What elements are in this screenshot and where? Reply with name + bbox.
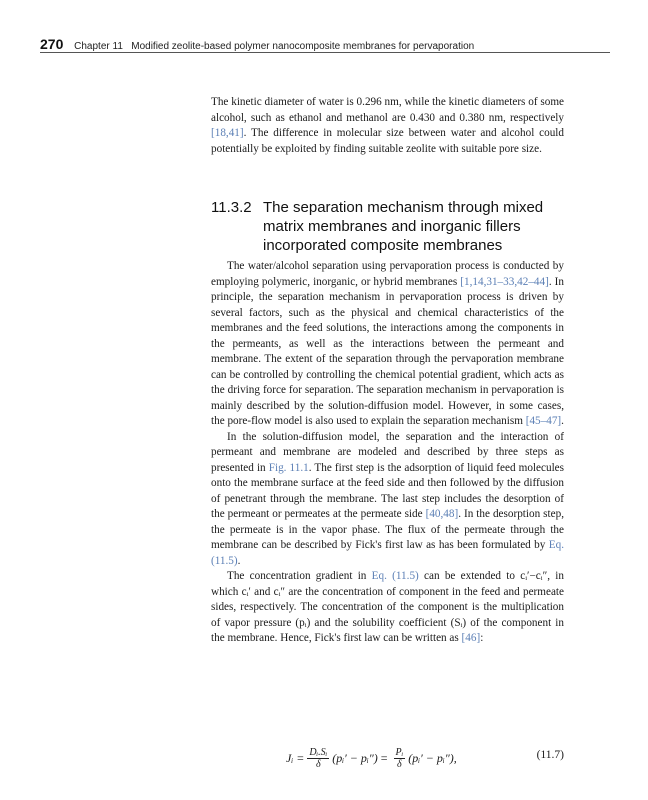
equation-body <box>286 738 457 778</box>
p3-text-1: The concentration gradient in <box>227 570 372 582</box>
eq-frac1-numerator: Dᵢ.Sᵢ <box>309 746 328 758</box>
figure-link[interactable]: Fig. 11.1 <box>268 461 309 474</box>
eq-term-2: (pᵢ′ − pᵢ″), <box>408 750 457 765</box>
eq-term-1: (pᵢ′ − pᵢ″) <box>332 750 378 765</box>
chapter-title: Modified zeolite-based polymer nanocomposite membranes for pervaporation <box>131 41 475 52</box>
running-head <box>40 36 610 52</box>
eq-lhs: Jᵢ = <box>286 750 305 765</box>
equation-link[interactable]: Eq. (11.5) <box>371 570 419 582</box>
intro-text-2: . The difference in molecular size between water and alcohol could potentially be exploited by finding suitable zeolite with suitable pore size. <box>211 127 564 155</box>
intro-text-1: The kinetic diameter of water is 0.296 nm, while the kinetic diameters of some alcohol, such as ethanol and methanol are 0.430 and 0.380 nm, respectively <box>211 96 564 124</box>
section-title: The separation mechanism through mixed matrix membranes and inorganic fillers incorporated composite membranes <box>263 199 544 254</box>
p3-text-3: : <box>480 632 484 644</box>
p1-text-1: The water/alcohol separation using pervaporation process is conducted by employing polymeric, inorganic, or hybrid membranes <box>211 260 564 288</box>
eq-equals: = <box>380 750 388 765</box>
body-paragraph-1 <box>211 259 564 430</box>
equation-number: (11.7) <box>536 749 564 761</box>
header-rule <box>40 52 610 53</box>
equation-11-7 <box>211 738 564 778</box>
eq-frac1-denominator: δ <box>315 758 321 770</box>
section-number: 11.3.2 <box>211 199 252 216</box>
citation-link[interactable]: [46] <box>461 632 481 644</box>
p2-text-2: . The first step is the adsorption of liquid feed molecules onto the membrane surface at the feed side and then followed by the diffusion of penetrant through the membrane. The last step includes the desorption of the permeant or permeates at the permeate side <box>211 461 564 520</box>
eq-fraction-2 <box>394 747 406 770</box>
eq-frac2-numerator: Pᵢ <box>395 746 404 758</box>
eq-fraction-1 <box>307 747 329 770</box>
citation-link[interactable]: [1,14,31–33,42–44] <box>460 275 549 288</box>
chapter-label: Chapter 11 <box>74 41 123 52</box>
citation-link[interactable]: [40,48] <box>425 508 459 520</box>
body-paragraph-2 <box>211 430 564 570</box>
p2-text-3: . In the desorption step, the permeate is in the vapor phase. The flux of the permeate through the membrane can be described by Fick's first law as has been formulated by <box>211 508 564 551</box>
citation-link[interactable]: [18,41] <box>211 127 244 139</box>
intro-block <box>211 95 564 157</box>
body-text <box>211 259 564 647</box>
p2-text-1: In the solution-diffusion model, the separation and the interaction of permeant and membrane are modeled and described by three steps as presented in <box>211 430 564 474</box>
eq-frac2-denominator: δ <box>397 758 402 770</box>
p3-text-2: can be extended to cᵢ′−cᵢ″, in which cᵢ′ and cᵢ″ are the concentration of component in the feed and permeate sides, respectively. The concentration of the component is the multiplication of vapor pressure (pᵢ) and the solubility coefficient (Sᵢ) of the component in the membrane. Hence, Fick's first law can be written as <box>211 570 564 644</box>
body-paragraph-3 <box>211 569 564 647</box>
equation-link[interactable]: Eq. (11.5) <box>211 539 564 567</box>
p1-text-2: . In principle, the separation mechanism in pervaporation process is driven by several factors, such as the physical and chemical characteristics of the membranes and the feed solutions, the interactions among the components in the permeants, as well as the interactions between the permeant and membrane. The extent of the separation through the pervaporation membrane can be controlled by controlling the chemical potential gradient, which acts as the driving force for separation. The separation mechanism in pervaporation is mainly described by the solution-diffusion model. However, in some cases, the pore-flow model is also used to explain the separation mechanism <box>211 275 564 427</box>
page-number: 270 <box>40 36 64 52</box>
intro-paragraph <box>211 95 564 157</box>
citation-link[interactable]: [45–47] <box>525 415 562 427</box>
p2-text-4: . <box>237 554 241 567</box>
p1-text-3: . <box>561 415 564 427</box>
section-heading <box>211 198 571 255</box>
